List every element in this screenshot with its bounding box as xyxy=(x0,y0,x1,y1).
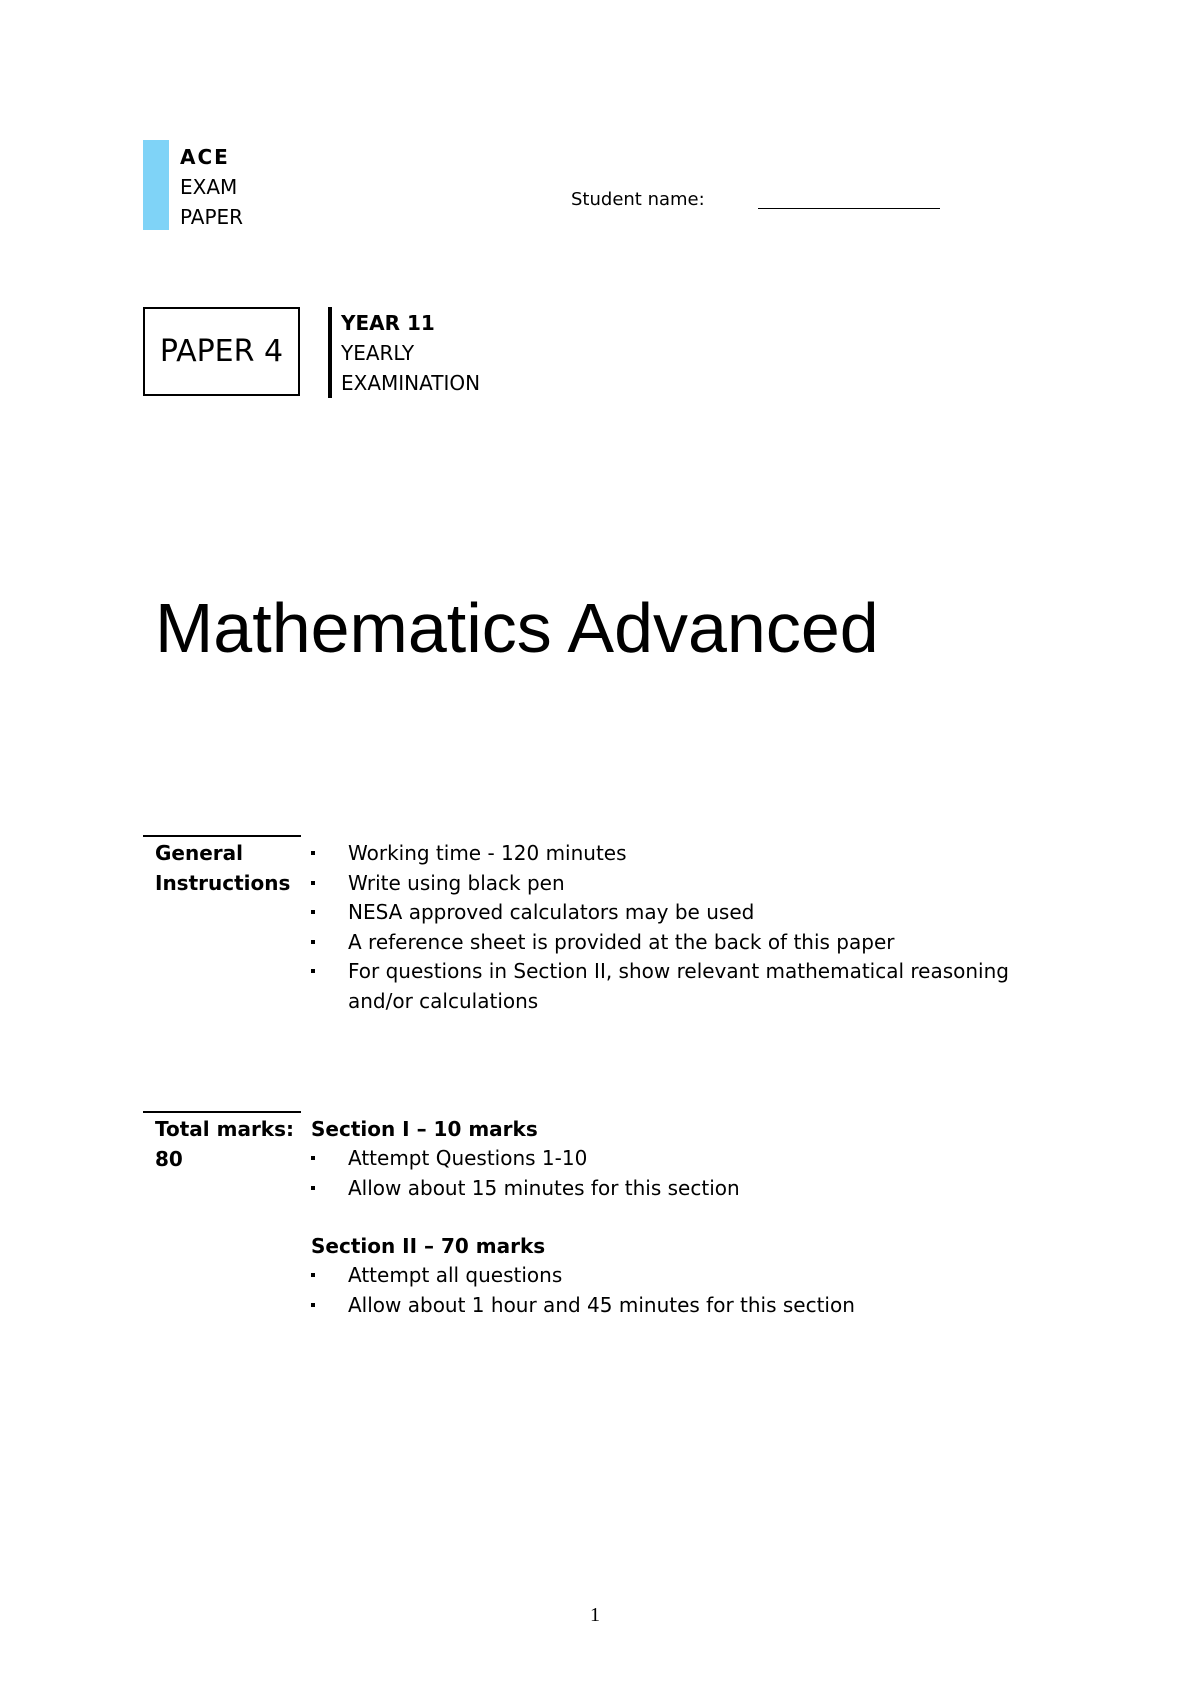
general-instructions-rule xyxy=(143,835,301,837)
total-marks-label xyxy=(155,1114,305,1174)
year-divider xyxy=(328,307,332,398)
general-label-line-2: Instructions xyxy=(155,871,291,895)
brand-line-1: ACE xyxy=(180,145,230,169)
general-instructions-label xyxy=(155,838,305,898)
list-item: Attempt Questions 1-10 xyxy=(311,1144,1011,1174)
section-2-heading: Section II – 70 marks xyxy=(311,1234,546,1258)
brand-accent-bar xyxy=(143,140,169,230)
student-name-field[interactable] xyxy=(758,208,940,209)
general-label-line-1: General xyxy=(155,841,243,865)
page-title: Mathematics Advanced xyxy=(155,589,879,667)
paper-number: PAPER 4 xyxy=(159,334,284,369)
student-name-label: Student name: xyxy=(571,189,705,210)
list-item: Allow about 15 minutes for this section xyxy=(311,1174,1011,1204)
total-marks-value: 80 xyxy=(155,1147,183,1171)
sections-block xyxy=(311,1114,1011,1320)
section-1-heading: Section I – 10 marks xyxy=(311,1117,538,1141)
total-marks-rule xyxy=(143,1111,301,1113)
list-item: Allow about 1 hour and 45 minutes for this section xyxy=(311,1291,1011,1321)
list-item: Attempt all questions xyxy=(311,1261,1011,1291)
exam-type-line-2: EXAMINATION xyxy=(341,371,481,395)
exam-type-line-1: YEARLY xyxy=(341,341,415,365)
list-item: A reference sheet is provided at the back of this paper xyxy=(311,928,1011,958)
brand-logo-text xyxy=(180,142,243,232)
paper-number-box xyxy=(143,307,300,396)
page-number: 1 xyxy=(590,1604,600,1626)
section-1-list xyxy=(311,1144,1011,1203)
list-item: NESA approved calculators may be used xyxy=(311,898,1011,928)
exam-year-block xyxy=(341,308,480,398)
total-marks-line-1: Total marks: xyxy=(155,1117,295,1141)
year-level: YEAR 11 xyxy=(341,311,435,335)
section-gap xyxy=(311,1203,1011,1231)
brand-line-2: EXAM xyxy=(180,175,238,199)
section-2-list xyxy=(311,1261,1011,1320)
brand-line-3: PAPER xyxy=(180,205,244,229)
general-instructions-list xyxy=(311,839,1011,1016)
list-item: For questions in Section II, show relevant mathematical reasoning and/or calculations xyxy=(311,957,1011,1016)
list-item: Working time - 120 minutes xyxy=(311,839,1011,869)
list-item: Write using black pen xyxy=(311,869,1011,899)
